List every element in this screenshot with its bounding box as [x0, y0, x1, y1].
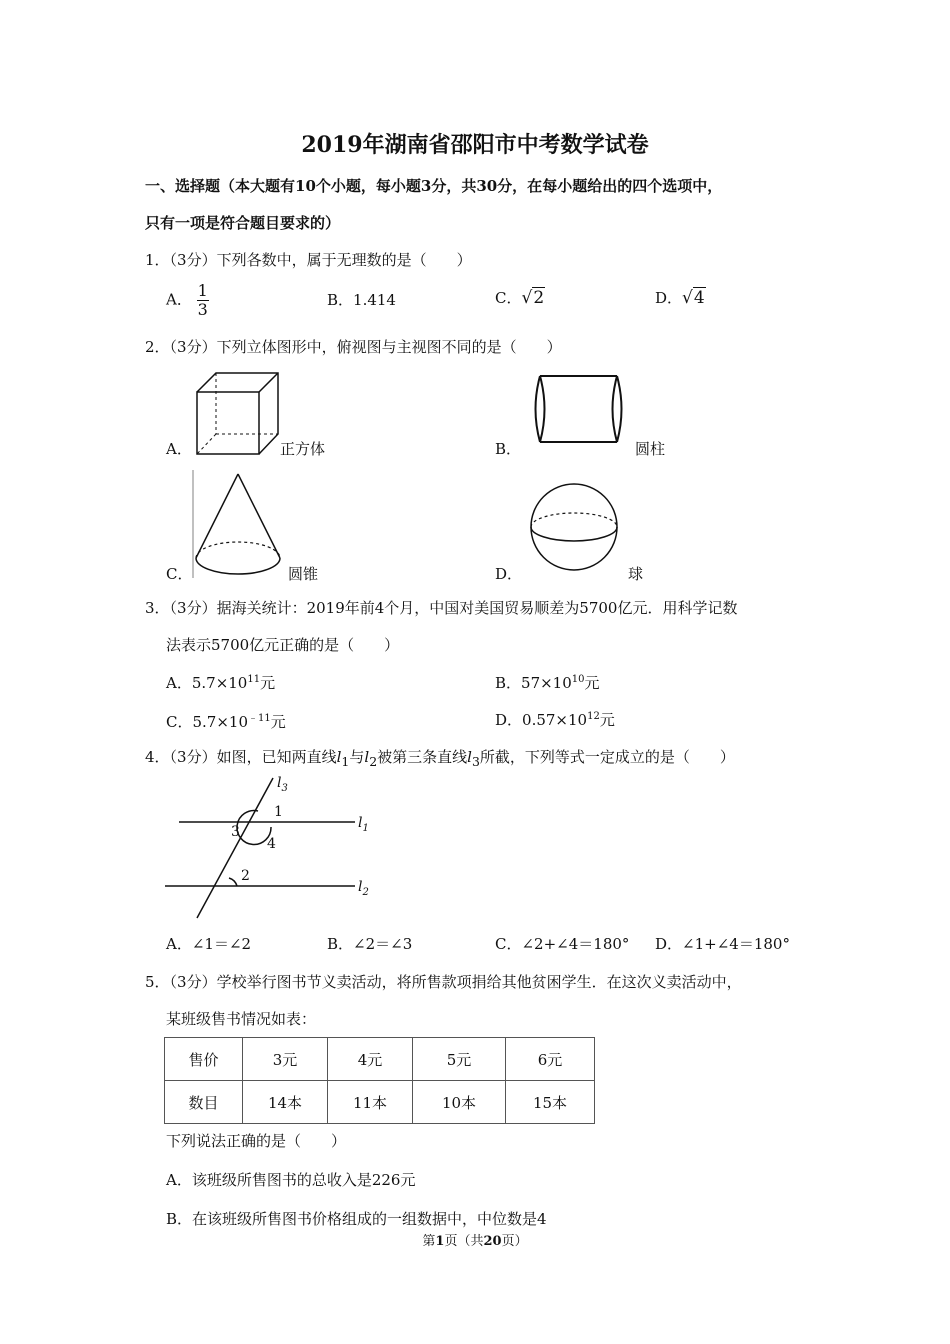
- question-1-option-a: A． $\frac{1}{3}$: [166, 281, 208, 319]
- parallel-lines-figure: [165, 772, 385, 922]
- question-3-option-d: D．$0.57\times 10^{12}$元: [495, 711, 615, 729]
- table-cell: 11本: [328, 1081, 413, 1124]
- table-cell: 4元: [328, 1038, 413, 1081]
- cube-figure: [190, 368, 285, 458]
- question-1-option-c: C．√2: [495, 288, 545, 308]
- question-2-option-b-label: B．: [495, 440, 522, 458]
- table-cell: 14本: [243, 1081, 328, 1124]
- table-cell: 6元: [506, 1038, 595, 1081]
- table-cell: 3元: [243, 1038, 328, 1081]
- question-5-stem-line3: 下列说法正确的是（ ）: [166, 1132, 347, 1150]
- question-2-option-d-name: 球: [628, 565, 644, 583]
- table-row: [165, 1081, 595, 1124]
- angle-label-1: 1: [274, 804, 283, 820]
- cone-figure: [190, 468, 290, 580]
- question-2-option-d-label: D．: [495, 565, 523, 583]
- question-3-stem-line1: 3．（3分）据海关统计：2019年前4个月，中国对美国贸易顺差为5700亿元．用科学记数: [145, 599, 738, 617]
- question-4-stem: 4．（3分）如图，已知两直线$l_1$与$l_2$被第三条直线$l_3$所截，下列等式一定成立的是（ ）: [145, 748, 735, 769]
- question-2-option-c-name: 圆锥: [288, 565, 319, 583]
- section-heading-line2: 只有一项是符合题目要求的）: [145, 214, 341, 232]
- question-2-option-b-name: 圆柱: [635, 440, 666, 458]
- question-3-option-b: B．$57\times 10^{10}$元: [495, 674, 600, 692]
- sphere-figure: [528, 482, 620, 574]
- label-l3: $l_3$: [277, 775, 288, 794]
- table-row: [165, 1038, 595, 1081]
- label-l1: $l_1$: [358, 815, 369, 834]
- sqrt-four: √4: [682, 288, 705, 308]
- fraction-one-third: $\frac{1}{3}$: [197, 281, 208, 319]
- angle-arc-3-4: [237, 811, 271, 845]
- question-4-option-b: B．∠2＝∠3: [327, 935, 413, 953]
- question-4-option-c: C．∠2+∠4＝180°: [495, 935, 630, 953]
- question-2-option-a-label: A．: [166, 440, 192, 458]
- page-footer: 第1页（共20页）: [422, 1234, 528, 1249]
- angle-label-4: 4: [267, 836, 276, 852]
- question-3-option-c: C．$5.7\times 10^{﹣11}$元: [166, 713, 286, 731]
- table-cell: 15本: [506, 1081, 595, 1124]
- cylinder-figure: [530, 372, 630, 447]
- question-2-option-c-label: C．: [166, 565, 193, 583]
- sales-table: [164, 1037, 595, 1124]
- page-title: 2019年湖南省邵阳市中考数学试卷: [301, 132, 649, 158]
- question-5-option-a: A．该班级所售图书的总收入是226元: [166, 1171, 416, 1189]
- section-heading-line1: 一、选择题（本大题有10个小题，每小题3分，共30分，在每小题给出的四个选项中，: [145, 177, 723, 195]
- question-4-option-a: A．∠1＝∠2: [166, 935, 252, 953]
- line-l3: [197, 778, 273, 918]
- question-2-option-a-name: 正方体: [280, 440, 326, 458]
- angle-label-2: 2: [241, 868, 250, 884]
- label-l2: $l_2$: [358, 879, 369, 898]
- sqrt-two: √2: [521, 288, 545, 308]
- question-1-option-b: B．1.414: [327, 291, 396, 309]
- angle-label-3: 3: [231, 824, 240, 840]
- question-4-option-d: D．∠1+∠4＝180°: [655, 935, 790, 953]
- question-1-stem: 1．（3分）下列各数中，属于无理数的是（ ）: [145, 251, 472, 269]
- question-1-option-d: D．√4: [655, 288, 705, 308]
- question-3-option-a: A．$5.7\times 10^{11}$元: [166, 674, 276, 692]
- question-5-stem-line2: 某班级售书情况如表：: [166, 1010, 317, 1028]
- question-3-stem-line2: 法表示5700亿元正确的是（ ）: [166, 636, 400, 654]
- question-5-stem-line1: 5．（3分）学校举行图书节义卖活动，将所售款项捐给其他贫困学生．在这次义卖活动中，: [145, 973, 742, 991]
- table-cell: 5元: [413, 1038, 506, 1081]
- table-cell: 10本: [413, 1081, 506, 1124]
- table-cell: 数目: [165, 1081, 243, 1124]
- question-5-option-b: B．在该班级所售图书价格组成的一组数据中，中位数是4: [166, 1210, 547, 1228]
- question-2-stem: 2．（3分）下列立体图形中，俯视图与主视图不同的是（ ）: [145, 338, 562, 356]
- angle-arc-2: [229, 878, 237, 886]
- table-cell: 售价: [165, 1038, 243, 1081]
